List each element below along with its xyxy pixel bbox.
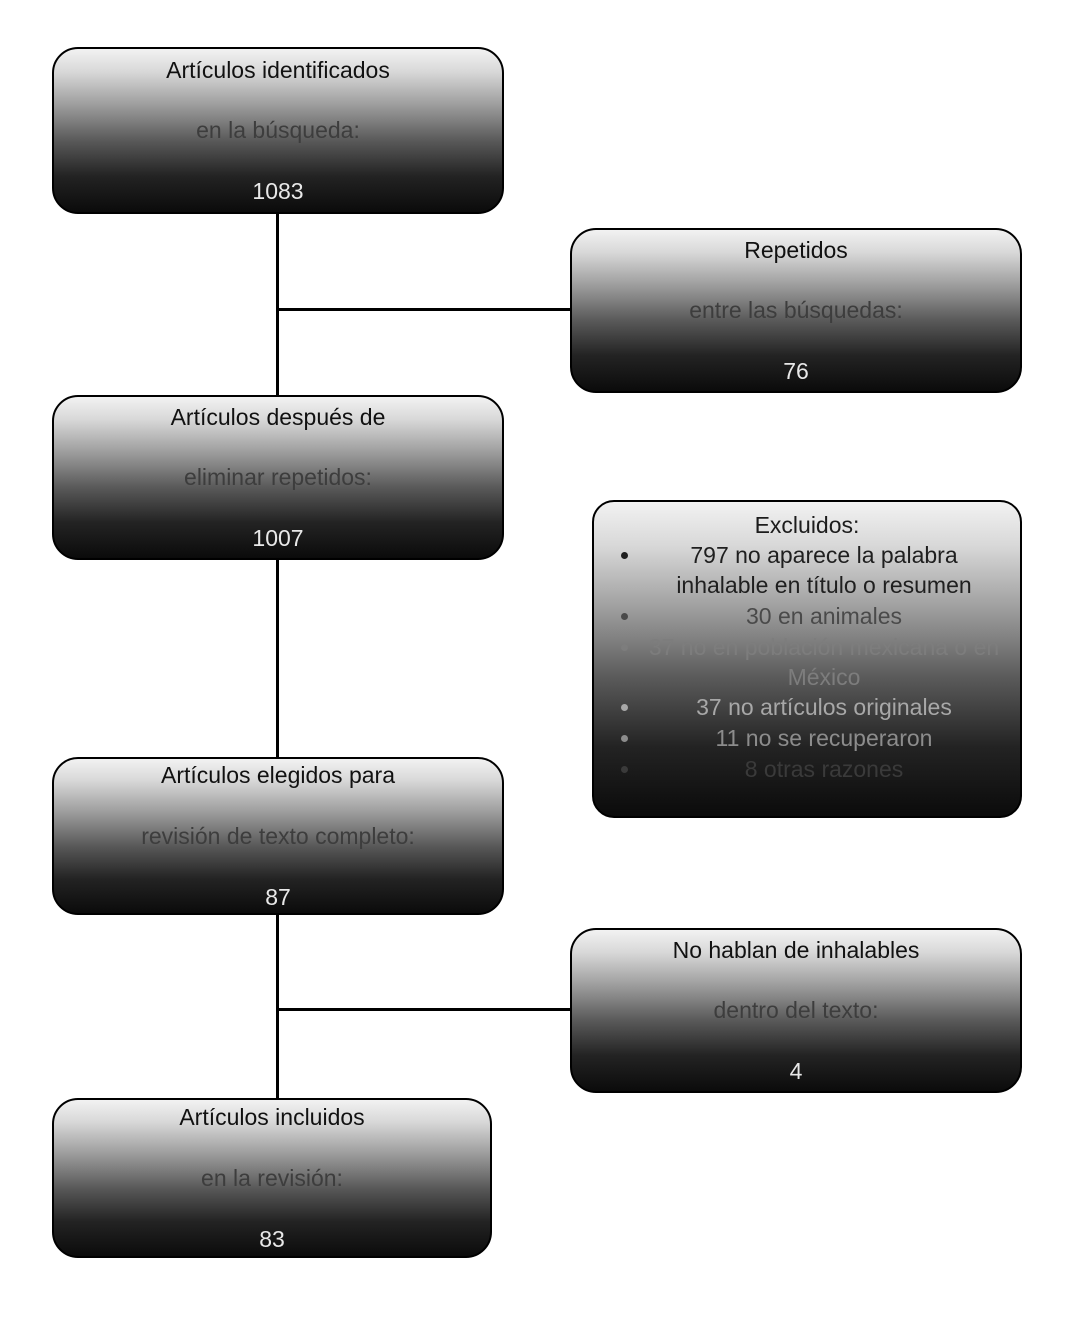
- list-item: • 797 no aparece la palabra inhalable en título o resumen: [642, 541, 1006, 601]
- excluded-reasons-list: [608, 541, 1006, 785]
- connector-branch-duplicates: [276, 308, 570, 311]
- list-item: • 8 otras razones: [642, 755, 1006, 785]
- node-duplicates-value: 76: [783, 358, 809, 385]
- node-full-text-line1: Artículos elegidos para: [161, 762, 395, 789]
- node-no-mention-value: 4: [789, 1058, 803, 1085]
- node-duplicates-line1: Repetidos: [744, 236, 848, 263]
- node-duplicates-line2: entre las búsquedas:: [689, 297, 903, 324]
- list-item: • 30 en animales: [642, 602, 1006, 632]
- node-articles-included-line1: Artículos incluidos: [179, 1104, 365, 1131]
- node-duplicates: [570, 228, 1022, 393]
- node-after-duplicates-line1: Artículos después de: [170, 403, 386, 430]
- node-articles-included: [52, 1098, 492, 1258]
- node-no-mention: [570, 928, 1022, 1093]
- connector-identified-to-afterdup: [276, 214, 279, 395]
- node-articles-identified-line2: en la búsqueda:: [196, 117, 360, 144]
- connector-fulltext-to-included: [276, 915, 279, 1098]
- connector-branch-nomention: [276, 1008, 570, 1011]
- connector-afterdup-to-fulltext: [276, 560, 279, 757]
- node-no-mention-line2: dentro del texto:: [713, 997, 879, 1024]
- node-after-duplicates-line2: eliminar repetidos:: [184, 464, 372, 491]
- list-item: • 37 no artículos originales: [642, 693, 1006, 723]
- node-articles-identified: [52, 47, 504, 214]
- node-excluded-reasons: [592, 500, 1022, 818]
- node-full-text-line2: revisión de texto completo:: [141, 822, 415, 849]
- node-articles-included-value: 83: [259, 1225, 285, 1252]
- node-articles-included-line2: en la revisión:: [201, 1164, 343, 1191]
- node-articles-identified-line1: Artículos identificados: [166, 56, 390, 83]
- node-after-duplicates-removed: [52, 395, 504, 560]
- node-excluded-title: Excluidos:: [754, 512, 860, 538]
- node-after-duplicates-value: 1007: [252, 525, 304, 552]
- node-articles-identified-value: 1083: [252, 178, 304, 205]
- list-item: • 37 no en población mexicana o en México: [642, 633, 1006, 693]
- node-full-text-value: 87: [265, 883, 291, 910]
- list-item: • 11 no se recuperaron: [642, 724, 1006, 754]
- node-full-text-review: [52, 757, 504, 915]
- node-no-mention-line1: No hablan de inhalables: [672, 936, 920, 963]
